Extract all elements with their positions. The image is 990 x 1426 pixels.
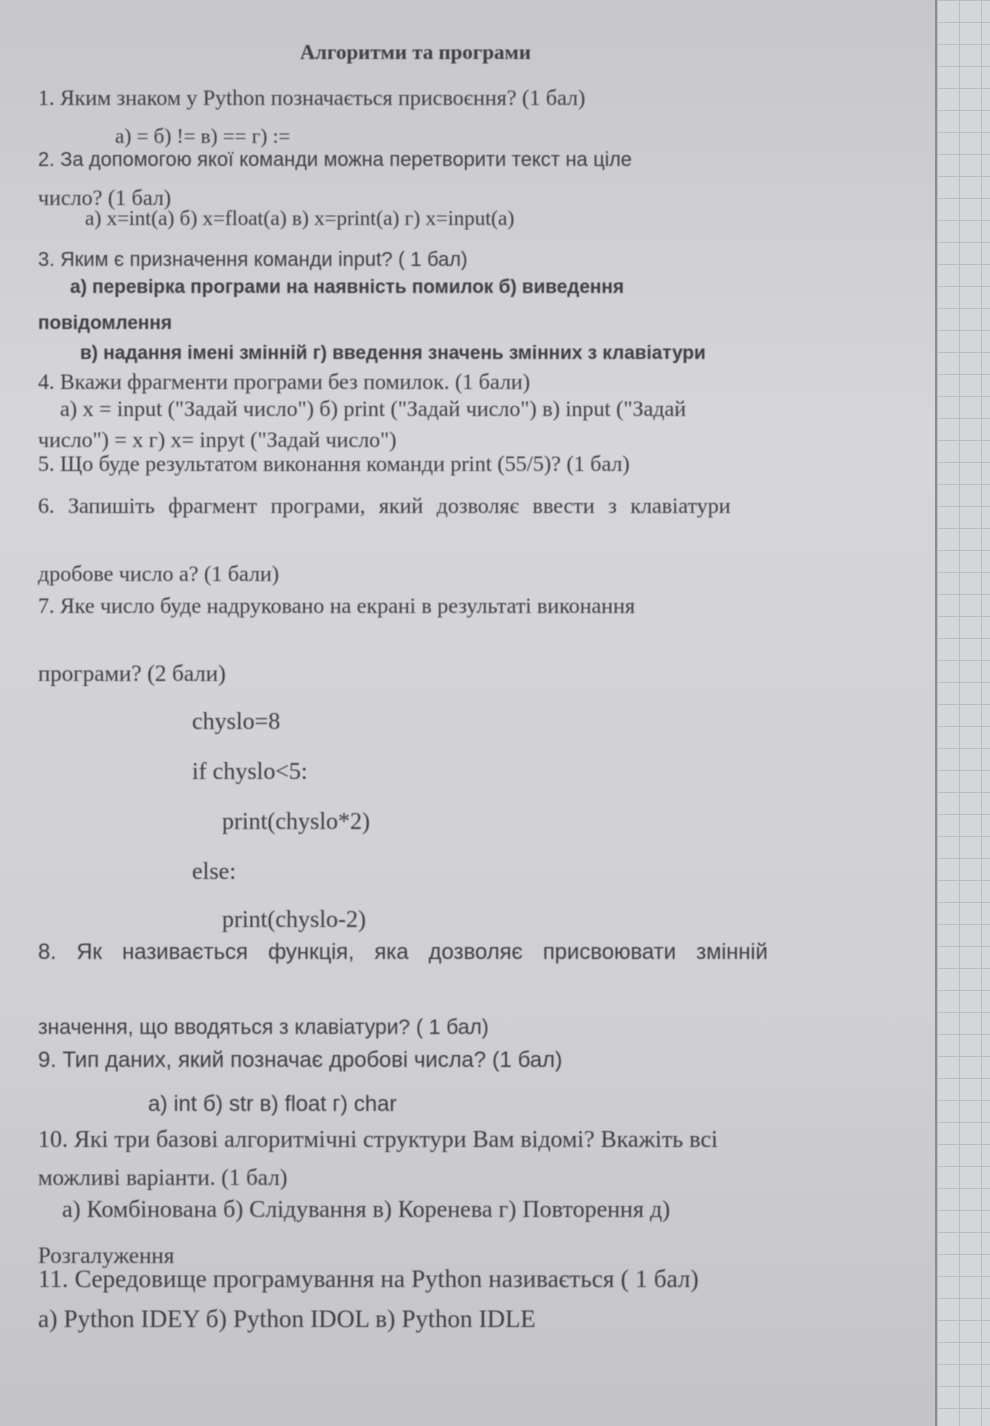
- question-11-options: а) Python IDEY б) Python IDOL в) Python IDLE: [38, 1306, 536, 1333]
- question-6: 6. Запишіть фрагмент програми, який дозволяє ввести з клавіатури: [38, 493, 731, 518]
- code-line-1: chyslo=8: [192, 709, 281, 735]
- question-2-cont: число? (1 бал): [38, 185, 172, 210]
- question-10-options: а) Комбінована б) Слідування в) Коренева г) Повторення д): [62, 1197, 671, 1223]
- question-5: 5. Що буде результатом виконання команди print (55/5)? (1 бал): [38, 451, 630, 476]
- question-7: 7. Яке число буде надруковано на екрані в результаті виконання: [38, 593, 635, 618]
- question-10-options-cont: Розгалуження: [38, 1243, 175, 1268]
- question-11: 11. Середовище програмування на Python називається ( 1 бал): [38, 1266, 699, 1293]
- question-3-options-3: в) надання імені змінній г) введення значень змінних з клавіатури: [80, 343, 706, 364]
- code-line-4: else:: [192, 859, 236, 885]
- question-10-cont: можливі варіанти. (1 бал): [38, 1165, 288, 1190]
- question-3-options-1: а) перевірка програми на наявність помилок б) виведення: [70, 277, 624, 298]
- question-4: 4. Вкажи фрагменти програми без помилок. (1 бали): [38, 369, 531, 394]
- question-4-options-2: число") = x г) x= inpyt ("Задай число"): [38, 427, 397, 452]
- graph-paper: [935, 0, 990, 1426]
- question-6-cont: дробове число а? (1 бали): [38, 561, 280, 586]
- page-title: Алгоритми та програми: [300, 40, 531, 64]
- code-line-3: print(chyslo*2): [222, 809, 370, 835]
- question-3: 3. Яким є призначення команди input? ( 1 бал): [38, 249, 468, 271]
- question-10: 10. Які три базові алгоритмічні структури Вам відомі? Вкажіть всі: [38, 1127, 718, 1153]
- question-7-cont: програми? (2 бали): [38, 661, 226, 686]
- question-1-options: а) = б) != в) == г) :=: [115, 124, 291, 148]
- question-1: 1. Яким знаком у Python позначається присвоєння? (1 бал): [38, 85, 586, 110]
- question-2-options: а) x=int(a) б) x=float(a) в) x=print(a) г) x=input(a): [85, 206, 515, 230]
- question-3-options-2: повідомлення: [38, 313, 172, 334]
- question-9: 9. Тип даних, який позначає дробові числа? (1 бал): [38, 1047, 563, 1072]
- question-4-options-1: а) x = input ("Задай число") б) print ("Задай число") в) input ("Задай: [60, 396, 686, 421]
- question-8: 8. Як називається функція, яка дозволяє присвоювати змінній: [38, 939, 768, 964]
- code-line-2: if chyslo<5:: [192, 759, 308, 785]
- code-line-5: print(chyslo-2): [222, 907, 366, 933]
- question-2: 2. За допомогою якої команди можна перетворити текст на ціле: [38, 149, 632, 171]
- question-9-options: а) int б) str в) float г) char: [148, 1091, 397, 1116]
- question-8-cont: значення, що вводяться з клавіатури? ( 1 бал): [38, 1016, 489, 1039]
